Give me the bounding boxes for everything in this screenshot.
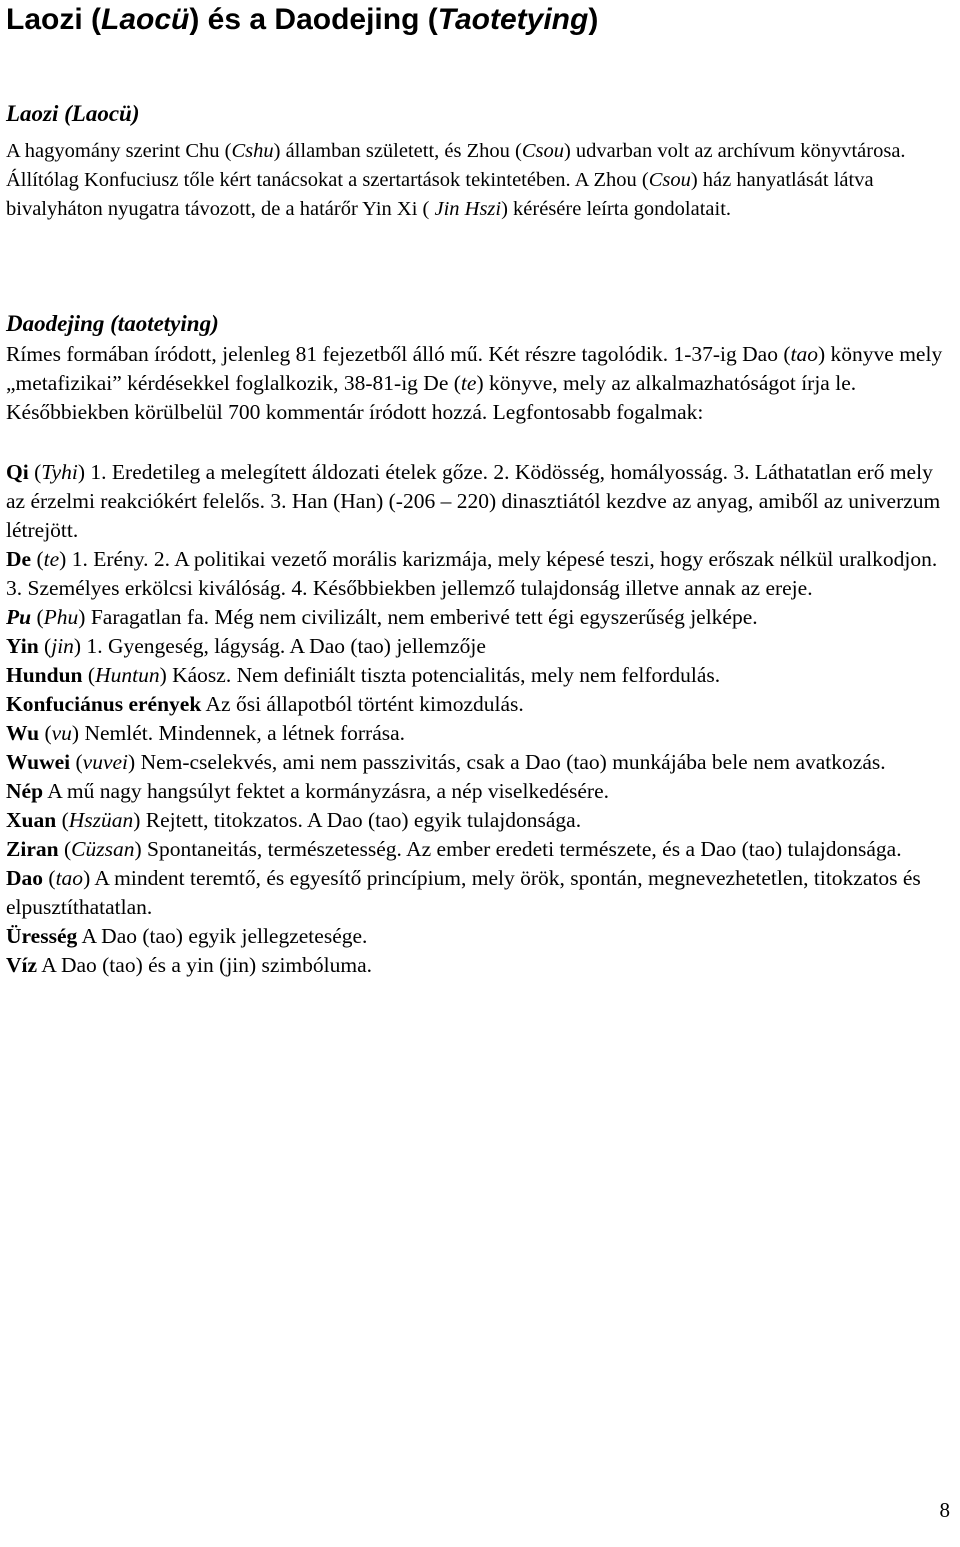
text-run: A hagyomány szerint Chu ( [6,140,232,162]
text-run: Rímes formában íródott, jelenleg 81 fejezetből álló mű. Két részre tagolódik. 1-37-ig Dao ( [6,342,791,366]
text-run-italic: Csou [521,140,564,162]
definition-alt: Hszüan [68,808,134,832]
title-italic: Taotetying [437,3,589,36]
definition-text: ) 1. Eredetileg a melegített áldozati ételek gőze. 2. Ködösség, homályosság. 3. Láthatatlan erő mely az érzelmi reakciókért felelős. 3. Han (Han) (-206 – 220) dinasztiától kezdve az anyag, amiből az univerzum létrejött. [6,460,941,542]
text-run: ) könyve mely „metafizikai” kérdésekkel foglalkozik, 38-81-ig De ( [6,342,943,395]
definition-alt: Tyhi [41,460,78,484]
definition-punct: ( [38,634,52,658]
definition-text: A Dao (tao) egyik jellegzetesége. [77,924,368,948]
paragraph-daodejing [6,340,952,427]
definition-term: Wu [6,721,40,745]
definition-punct: ( [39,721,52,745]
definition-item [6,719,952,748]
definition-item [6,806,952,835]
definition-item [6,922,952,951]
definition-punct: ( [82,663,96,687]
definition-text: ) A mindent teremtő, és egyesítő princípium, mely örök, spontán, megnevezhetetlen, titokzatos és elpusztíthatatlan. [6,866,921,919]
definition-item [6,864,952,922]
page-number: 8 [939,1498,950,1522]
definition-term: De [6,547,32,571]
definition-punct: ( [43,866,56,890]
definition-punct: ( [56,808,69,832]
definition-term: Ziran [6,837,59,861]
definition-punct: ( [31,547,44,571]
definition-alt: tao [55,866,84,890]
definition-term: Pu [6,605,32,629]
definition-term: Hundun [6,663,83,687]
page-title [6,2,598,38]
definition-text: ) 1. Gyengeség, lágyság. A Dao (tao) jellemzője [73,634,486,658]
definition-term: Nép [6,779,44,803]
definition-punct: ( [31,605,44,629]
definition-item [6,748,952,777]
definition-item [6,661,952,690]
text-run: ) államban született, és Zhou ( [273,140,522,162]
definition-alt: Huntun [95,663,160,687]
title-italic: Laocü [101,3,190,36]
definition-item [6,545,952,603]
definition-alt: vuvei [82,750,129,774]
definition-text: ) Rejtett, titokzatos. A Dao (tao) egyik tulajdonsága. [133,808,582,832]
definitions-list [6,458,952,980]
definition-punct: ( [70,750,83,774]
text-run-italic: Csou [648,169,691,191]
definition-punct: ( [28,460,42,484]
title-text: ) és a Daodejing ( [189,3,438,36]
definition-alt: te [43,547,60,571]
definition-punct: ( [58,837,72,861]
definition-text: ) Faragatlan fa. Még nem civilizált, nem emberivé tett égi egyszerűség jelképe. [78,605,758,629]
definition-text: ) Nem-cselekvés, ami nem passzivitás, csak a Dao (tao) munkájába bele nem avatkozás. [128,750,886,774]
definition-text: ) 1. Erény. 2. A politikai vezető morális karizmája, mely képesé teszi, hogy erőszak nélkül uralkodjon. 3. Személyes erkölcsi kiválóság. 4. Későbbiekben jellemző tulajdonság illetve annak az ereje. [6,547,938,600]
text-run-italic: Cshu [231,140,274,162]
definition-alt: Cüzsan [71,837,135,861]
text-run-italic: te [460,371,477,395]
definition-item [6,777,952,806]
text-run: ) ház hanyatlását látva bivalyháton nyugatra távozott, de a határőr Yin Xi ( [6,169,874,220]
title-text: Laozi ( [6,3,101,36]
text-run: ) udvarban volt az archívum könyvtárosa. Állítólag Konfuciusz tőle kért tanácsokat a szertartások tekintetében. A Zhou ( [6,140,906,191]
definition-alt: jin [51,634,74,658]
title-text: ) [588,3,599,36]
definition-term: Yin [6,634,39,658]
paragraph-laozi [6,137,952,224]
definition-term: Víz [6,953,38,977]
definition-alt: vu [51,721,72,745]
definition-term: Xuan [6,808,57,832]
definition-term: Konfuciánus erények [6,692,202,716]
text-run-italic: Jin Hszi [434,198,502,220]
definition-term: Dao [6,866,44,890]
definition-text: Az ősi állapotból történt kimozdulás. [201,692,524,716]
definition-alt: Phu [43,605,79,629]
definition-text: A Dao (tao) és a yin (jin) szimbóluma. [37,953,373,977]
definition-term: Wuwei [6,750,71,774]
definition-item [6,951,952,980]
definition-text: ) Spontaneitás, természetesség. Az ember eredeti természete, és a Dao (tao) tulajdonsága. [134,837,902,861]
definition-text: A mű nagy hangsúlyt fektet a kormányzásra, a nép viselkedésére. [43,779,610,803]
section-heading-daodejing: Daodejing (taotetying) [6,311,219,336]
text-run-italic: tao [790,342,818,366]
definition-item [6,835,952,864]
text-run: ) kérésére leírta gondolatait. [501,198,732,220]
definition-text: ) Nemlét. Mindennek, a létnek forrása. [71,721,406,745]
text-run: ) könyve, mely az alkalmazhatóságot írja le. Későbbiekben körülbelül 700 kommentár íródott hozzá. Legfontosabb fogalmak: [6,371,857,424]
definition-item [6,690,952,719]
section-heading-laozi: Laozi (Laocü) [6,101,140,126]
definition-item [6,458,952,545]
definition-text: ) Káosz. Nem definiált tiszta potencialitás, mely nem felfordulás. [159,663,721,687]
definition-item [6,603,952,632]
definition-item [6,632,952,661]
definition-term: Üresség [6,924,78,948]
definition-term: Qi [6,460,29,484]
